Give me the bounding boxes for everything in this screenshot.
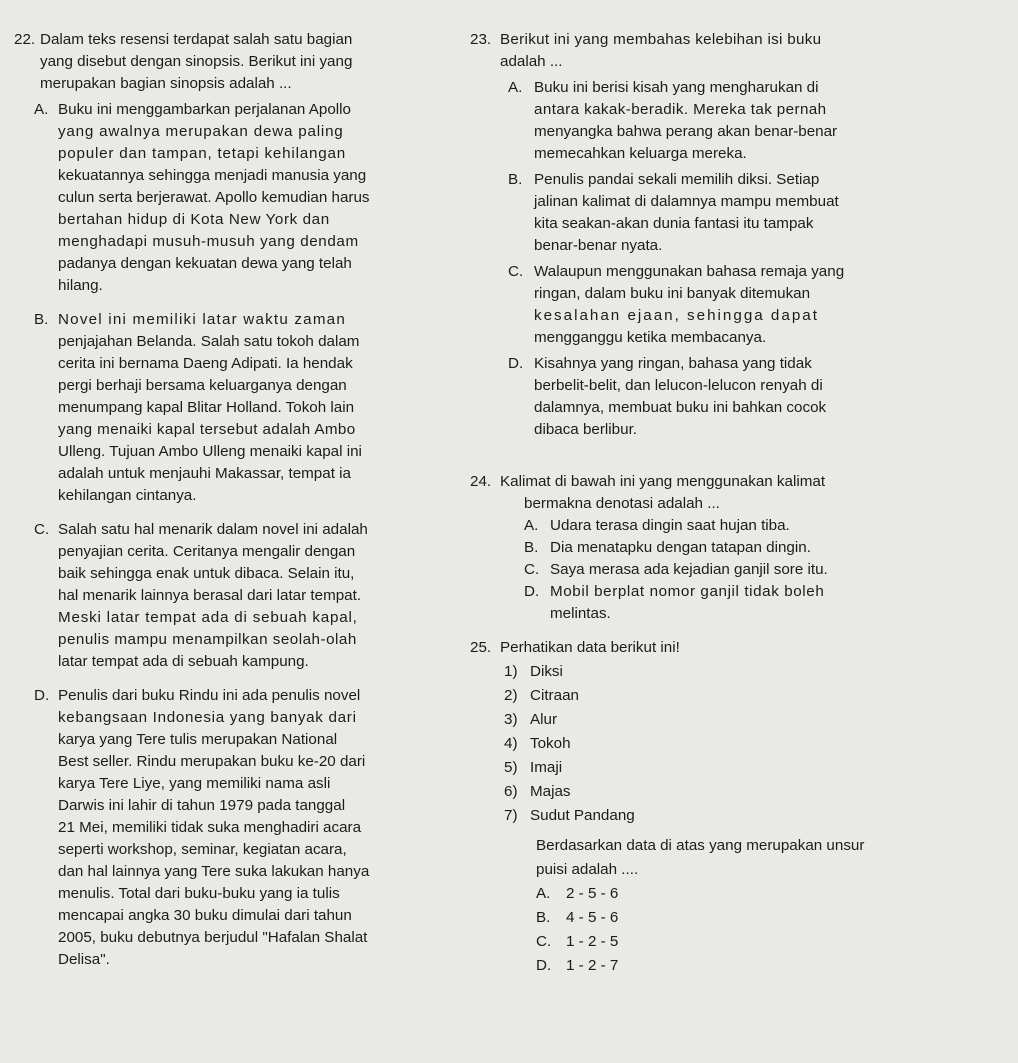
q25-item-number: 5) (504, 759, 518, 776)
q25-item-label: Imaji (530, 759, 563, 776)
q23-option-d-text: dibaca berlibur. (534, 421, 638, 438)
q23-option-a-text: Buku ini berisi kisah yang mengharukan di (534, 79, 819, 96)
q23-option-c-text: kesalahan ejaan, sehingga dapat (534, 307, 819, 324)
q22-option-c-text: Salah satu hal menarik dalam novel ini adalah (58, 521, 368, 538)
q22-option-d-text: mencapai angka 30 buku dimulai dari tahun (58, 907, 352, 924)
q24-option-b-text: Dia menatapku dengan tatapan dingin. (550, 539, 811, 556)
q25-item-label: Diksi (530, 663, 563, 680)
q25-item-number: 1) (504, 663, 518, 680)
q24-option-b-letter[interactable]: B. (524, 539, 539, 556)
q23-option-b-text: Penulis pandai sekali memilih diksi. Setiap (534, 171, 820, 188)
q25-option-a-text: 2 - 5 - 6 (566, 885, 619, 902)
q23-option-c-letter[interactable]: C. (508, 263, 524, 280)
q25-option-c-letter[interactable]: C. (536, 933, 552, 950)
q25-option-b-letter[interactable]: B. (536, 909, 551, 926)
q25-item-label: Majas (530, 783, 571, 800)
q23-option-b-text: jalinan kalimat di dalamnya mampu membuat (534, 193, 839, 210)
q23-stem-line: adalah ... (500, 53, 563, 70)
q24-option-c-letter[interactable]: C. (524, 561, 540, 578)
q22-option-b-text: pergi berhaji bersama keluarganya dengan (58, 377, 347, 394)
q23-option-a-text: memecahkan keluarga mereka. (534, 145, 747, 162)
q23-option-b-letter[interactable]: B. (508, 171, 523, 188)
q22-option-d-text: karya Tere Liye, yang memiliki nama asli (58, 775, 331, 792)
q23-stem-line: Berikut ini yang membahas kelebihan isi buku (500, 31, 822, 48)
q22-option-d-text: menulis. Total dari buku-buku yang ia tulis (58, 885, 340, 902)
q25-item-label: Sudut Pandang (530, 807, 635, 824)
q24-number: 24. (470, 473, 492, 490)
q24-option-d-text: melintas. (550, 605, 611, 622)
q22-option-d-text: Best seller. Rindu merupakan buku ke-20 dari (58, 753, 366, 770)
q24-option-a-text: Udara terasa dingin saat hujan tiba. (550, 517, 790, 534)
q25-option-d-letter[interactable]: D. (536, 957, 552, 974)
q22-option-d-text: dan hal lainnya yang Tere suka lakukan hanya (58, 863, 370, 880)
q23-option-a-text: antara kakak-beradik. Mereka tak pernah (534, 101, 827, 118)
q23-option-c-text: Walaupun menggunakan bahasa remaja yang (534, 263, 845, 280)
q22-option-c-text: penyajian cerita. Ceritanya mengalir dengan (58, 543, 356, 560)
q22-option-c-text: Meski latar tempat ada di sebuah kapal, (58, 609, 358, 626)
q25-item-label: Tokoh (530, 735, 571, 752)
q22-option-b-letter[interactable]: B. (34, 311, 49, 328)
q22-option-a-text: hilang. (58, 277, 103, 294)
q23-option-c-text: mengganggu ketika membacanya. (534, 329, 767, 346)
q22-option-c-text: hal menarik lainnya berasal dari latar tempat. (58, 587, 362, 604)
q22-option-a-text: bertahan hidup di Kota New York dan (58, 211, 330, 228)
q23-number: 23. (470, 31, 492, 48)
q25-number: 25. (470, 639, 492, 656)
q22-option-a-text: culun serta berjerawat. Apollo kemudian harus (58, 189, 370, 206)
q25-item-number: 7) (504, 807, 518, 824)
q25-item-number: 6) (504, 783, 518, 800)
q23-option-b-text: kita seakan-akan dunia fantasi itu tampak (534, 215, 814, 232)
q25-question-line: puisi adalah .... (536, 861, 639, 878)
q25-item-number: 3) (504, 711, 518, 728)
q23-option-d-text: dalamnya, membuat buku ini bahkan cocok (534, 399, 827, 416)
q22-option-b-text: Novel ini memiliki latar waktu zaman (58, 311, 346, 328)
q22-option-d-text: 2005, buku debutnya berjudul "Hafalan Shalat (58, 929, 368, 946)
q22-option-a-text: padanya dengan kekuatan dewa yang telah (58, 255, 352, 272)
q24-option-a-letter[interactable]: A. (524, 517, 539, 534)
q22-option-b-text: menumpang kapal Blitar Holland. Tokoh lain (58, 399, 355, 416)
q22-stem-line: Dalam teks resensi terdapat salah satu bagian (40, 31, 353, 48)
q23-option-d-text: Kisahnya yang ringan, bahasa yang tidak (534, 355, 812, 372)
q22-stem-line: merupakan bagian sinopsis adalah ... (40, 75, 292, 92)
q22-option-b-text: yang menaiki kapal tersebut adalah Ambo (58, 421, 356, 438)
q25-item-number: 2) (504, 687, 518, 704)
q25-option-b-text: 4 - 5 - 6 (566, 909, 619, 926)
q23-option-b-text: benar-benar nyata. (534, 237, 663, 254)
q22-stem-line: yang disebut dengan sinopsis. Berikut ini yang (40, 53, 353, 70)
q22-option-b-text: penjajahan Belanda. Salah satu tokoh dalam (58, 333, 360, 350)
q22-option-c-text: baik sehingga enak untuk dibaca. Selain itu, (58, 565, 355, 582)
q23-option-d-letter[interactable]: D. (508, 355, 524, 372)
q25-item-label: Alur (530, 711, 558, 728)
q25-question-line: Berdasarkan data di atas yang merupakan unsur (536, 837, 865, 854)
q25-option-a-letter[interactable]: A. (536, 885, 551, 902)
q23-option-a-text: menyangka bahwa perang akan benar-benar (534, 123, 838, 140)
q22-option-d-letter[interactable]: D. (34, 687, 50, 704)
q22-option-d-text: 21 Mei, memiliki tidak suka menghadiri acara (58, 819, 362, 836)
q25-item-number: 4) (504, 735, 518, 752)
q22-option-d-text: karya yang Tere tulis merupakan National (58, 731, 338, 748)
q22-option-d-text: Penulis dari buku Rindu ini ada penulis novel (58, 687, 361, 704)
q22-option-a-letter[interactable]: A. (34, 101, 49, 118)
q22-option-b-text: adalah untuk menjauhi Makassar, tempat ia (58, 465, 351, 482)
q23-option-a-letter[interactable]: A. (508, 79, 523, 96)
q22-option-b-text: cerita ini bernama Daeng Adipati. Ia hendak (58, 355, 353, 372)
q22-option-d-text: Darwis ini lahir di tahun 1979 pada tanggal (58, 797, 346, 814)
q24-stem-line: bermakna denotasi adalah ... (524, 495, 720, 512)
q23-option-d-text: berbelit-belit, dan lelucon-lelucon renyah di (534, 377, 823, 394)
q22-option-d-text: seperti workshop, seminar, kegiatan acara, (58, 841, 347, 858)
q23-option-c-text: ringan, dalam buku ini banyak ditemukan (534, 285, 811, 302)
q25-option-c-text: 1 - 2 - 5 (566, 933, 619, 950)
q22-option-c-text: penulis mampu menampilkan seolah-olah (58, 631, 357, 648)
q25-item-label: Citraan (530, 687, 579, 704)
q22-option-a-text: menghadapi musuh-musuh yang dendam (58, 233, 359, 250)
q22-option-a-text: Buku ini menggambarkan perjalanan Apollo (58, 101, 351, 118)
q22-option-d-text: kebangsaan Indonesia yang banyak dari (58, 709, 357, 726)
q25-stem: Perhatikan data berikut ini! (500, 639, 680, 656)
q22-option-a-text: populer dan tampan, tetapi kehilangan (58, 145, 346, 162)
q24-option-c-text: Saya merasa ada kejadian ganjil sore itu. (550, 561, 828, 578)
q22-number: 22. (14, 31, 36, 48)
q22-option-b-text: Ulleng. Tujuan Ambo Ulleng menaiki kapal ini (58, 443, 362, 460)
q22-option-c-letter[interactable]: C. (34, 521, 50, 538)
q25-option-d-text: 1 - 2 - 7 (566, 957, 619, 974)
q24-option-d-text: Mobil berplat nomor ganjil tidak boleh (550, 583, 825, 600)
q22-option-a-text: kekuatannya sehingga menjadi manusia yang (58, 167, 367, 184)
q22-option-d-text: Delisa". (58, 951, 110, 968)
q22-option-a-text: yang awalnya merupakan dewa paling (58, 123, 344, 140)
q24-option-d-letter[interactable]: D. (524, 583, 540, 600)
q22-option-c-text: latar tempat ada di sebuah kampung. (58, 653, 309, 670)
q22-option-b-text: kehilangan cintanya. (58, 487, 197, 504)
q24-stem-line: Kalimat di bawah ini yang menggunakan kalimat (500, 473, 826, 490)
